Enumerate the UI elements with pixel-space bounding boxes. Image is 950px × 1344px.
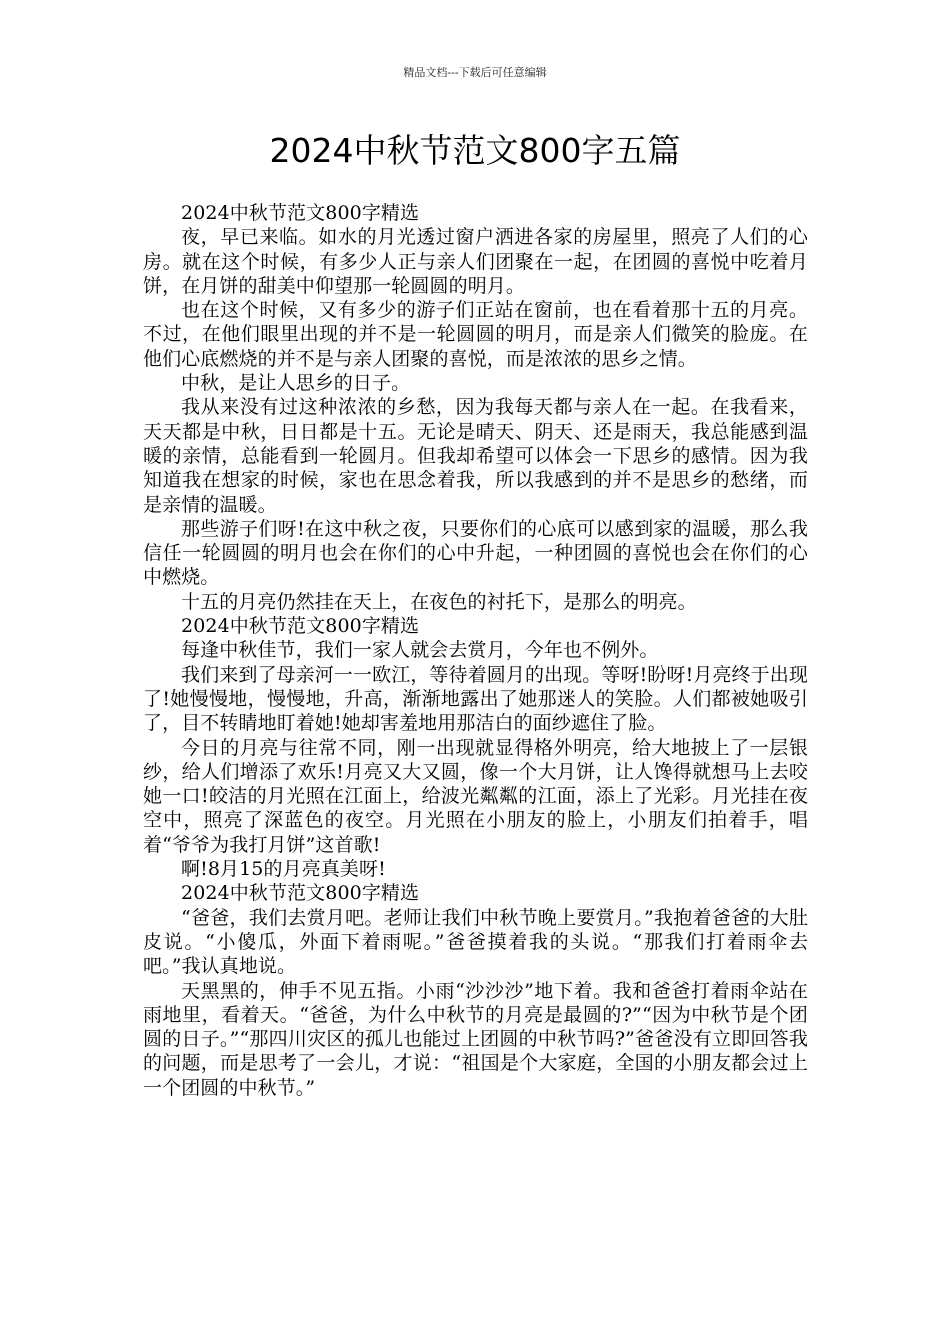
section-heading: 2024中秋节范文800字精选 [181, 615, 420, 638]
paragraph: 中秋，是让人思乡的日子。 [181, 372, 411, 395]
paragraph: 那些游子们呀!在这中秋之夜，只要你们的心底可以感到家的温暖，那么我信任一轮圆圆的明月也会在你们的心中升起，一种团圆的喜悦也会在你们的心中燃烧。 [143, 517, 808, 589]
paragraph: 啊!8月15的月亮真美呀! [181, 858, 386, 881]
paragraph: 十五的月亮仍然挂在天上，在夜色的衬托下，是那么的明亮。 [181, 590, 697, 613]
paragraph: 每逢中秋佳节，我们一家人就会去赏月，今年也不例外。 [181, 639, 659, 662]
paragraph: 也在这个时候，又有多少的游子们正站在窗前，也在看着那十五的月亮。不过，在他们眼里出现的并不是一轮圆圆的明月，而是亲人们微笑的脸庞。在他们心底燃烧的并不是与亲人团聚的喜悦，而是浓浓的思乡之情。 [143, 299, 808, 370]
paragraph: 夜，早已来临。如水的月光透过窗户洒进各家的房屋里，照亮了人们的心房。就在这个时候，有多少人正与亲人们团聚在一起，在团圆的喜悦中吃着月饼，在月饼的甜美中仰望那一轮圆圆的明月。 [143, 226, 808, 297]
paragraph: “爸爸，我们去赏月吧。老师让我们中秋节晚上要赏月。”我抱着爸爸的大肚皮说。“小傻瓜，外面下着雨呢。”爸爸摸着我的头说。“那我们打着雨伞去吧。”我认真地说。 [143, 906, 808, 978]
section-heading: 2024中秋节范文800字精选 [181, 202, 420, 224]
header-note: 精品文档---下载后可任意编辑 [403, 66, 547, 79]
paragraph: 今日的月亮与往常不同，刚一出现就显得格外明亮，给大地披上了一层银纱，给人们增添了欢乐!月亮又大又圆，像一个大月饼，让人馋得就想马上去咬她一口!皎洁的月光照在江面上，给波光粼粼的江面，添上了光彩。月光挂在夜空中，照亮了深蓝色的夜空。月光照在小朋友的脸上，小朋友们拍着手，唱着“爷爷为我打月饼”这首歌! [143, 736, 808, 856]
paragraph: 我们来到了母亲河一一欧江，等待着圆月的出现。等呀!盼呀!月亮终于出现了!她慢慢地，慢慢地，升高，渐渐地露出了她那迷人的笑脸。人们都被她吸引了，目不转睛地盯着她!她却害羞地用那洁白的面纱遮住了脸。 [143, 663, 808, 735]
document-title: 2024中秋节范文800字五篇 [269, 131, 681, 170]
section-heading: 2024中秋节范文800字精选 [181, 882, 420, 905]
paragraph: 天黑黑的，伸手不见五指。小雨“沙沙沙”地下着。我和爸爸打着雨伞站在雨地里，看着天。“爸爸，为什么中秋节的月亮是最圆的?”“因为中秋节是个团圆的日子。”“那四川灾区的孤儿也能过上团圆的中秋节吗?”爸爸没有立即回答我的问题，而是思考了一会儿，才说：“祖国是个大家庭，全国的小朋友都会过上一个团圆的中秋节。” [143, 979, 808, 1099]
article-body [143, 201, 808, 1100]
paragraph: 我从来没有过这种浓浓的乡愁，因为我每天都与亲人在一起。在我看来，天天都是中秋，日日都是十五。无论是晴天、阴天、还是雨天，我总能感到温暖的亲情，总能看到一轮圆月。但我却希望可以体会一下思乡的感情。因为我知道我在想家的时候，家也在思念着我，所以我感到的并不是思乡的愁绪，而是亲情的温暖。 [143, 396, 808, 516]
